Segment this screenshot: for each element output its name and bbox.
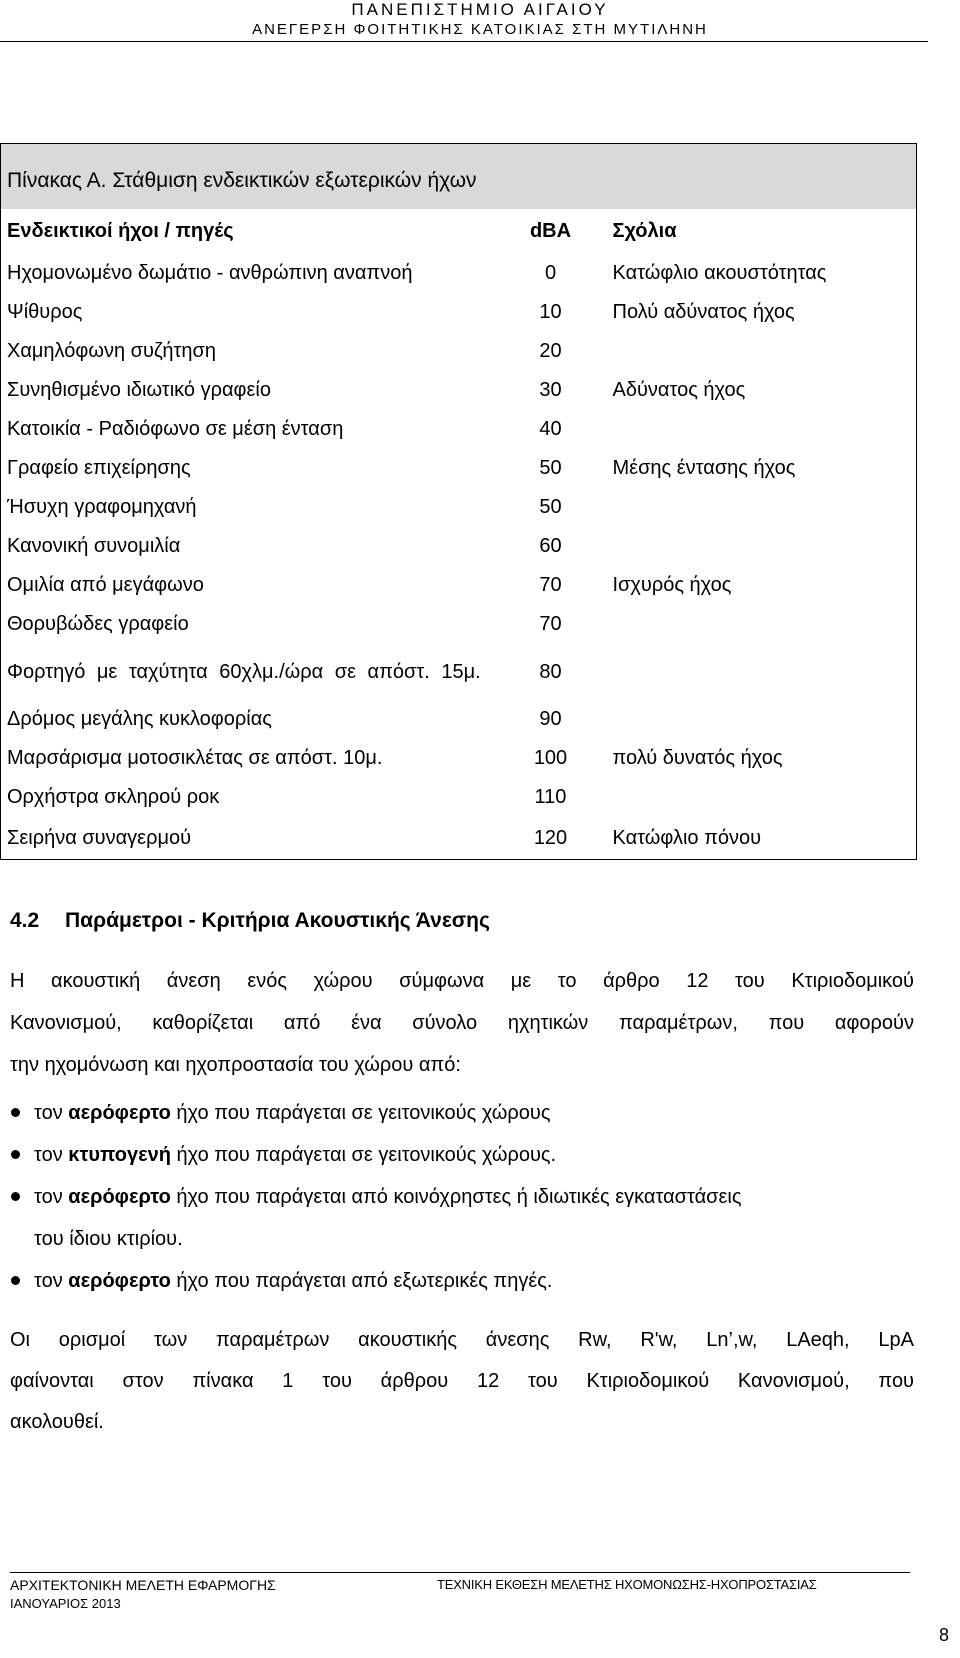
comment-cell xyxy=(591,644,917,700)
paragraph-line: φαίνονται στον πίνακα 1 του άρθρου 12 του Κτιριοδομικού Κανονισμού, που xyxy=(10,1370,914,1392)
dba-cell: 50 xyxy=(539,496,562,518)
dba-cell: 70 xyxy=(539,574,562,596)
section-heading xyxy=(10,909,490,933)
source-cell: Γραφείο επιχείρησης xyxy=(1,449,511,488)
footer-report-name: ΤΕΧΝΙΚΗ ΕΚΘΕΣΗ ΜΕΛΕΤΗΣ ΗΧΟΜΟΝΩΣΗΣ-ΗΧΟΠΡΟΣΤΑΣΙΑΣ xyxy=(437,1577,817,1592)
sound-sources-list xyxy=(0,1092,914,1302)
dba-cell: 30 xyxy=(539,379,562,401)
list-item xyxy=(0,1134,914,1176)
table-row xyxy=(1,605,917,644)
table-row xyxy=(1,488,917,527)
comment-cell xyxy=(591,527,917,566)
dba-cell: 40 xyxy=(539,418,562,440)
dba-cell: 50 xyxy=(539,457,562,479)
bullet-text: ήχο που παράγεται από εξωτερικές πηγές. xyxy=(170,1270,553,1292)
table-row xyxy=(1,410,917,449)
paragraph-line: Κανονισμού, καθορίζεται από ένα σύνολο ηχητικών παραμέτρων, που αφορούν xyxy=(10,1012,914,1034)
table-row xyxy=(1,566,917,605)
bullet-text: ήχο που παράγεται από κοινόχρηστες ή ιδιωτικές εγκαταστάσεις xyxy=(170,1186,742,1208)
comment-cell xyxy=(591,700,917,739)
header-dba: dBA xyxy=(529,220,572,242)
bullet-text: τον xyxy=(34,1186,69,1208)
source-cell: Χαμηλόφωνη συζήτηση xyxy=(1,332,511,371)
noise-levels-table xyxy=(0,143,917,860)
bullet-bold: κτυπογενή xyxy=(68,1144,171,1166)
dba-cell: 0 xyxy=(544,262,557,284)
comment-cell: Αδύνατος ήχος xyxy=(591,371,917,410)
header-source: Ενδεικτικοί ήχοι / πηγές xyxy=(1,209,511,254)
source-cell: Συνηθισμένο ιδιωτικό γραφείο xyxy=(1,371,511,410)
table-row xyxy=(1,700,917,739)
source-cell: Κανονική συνομιλία xyxy=(1,527,511,566)
comment-cell xyxy=(591,410,917,449)
table-row xyxy=(1,332,917,371)
source-cell: Σειρήνα συναγερμού xyxy=(1,817,511,860)
footer-study-name: ΑΡΧΙΤΕΚΤΟΝΙΚΗ ΜΕΛΕΤΗ ΕΦΑΡΜΟΓΗΣ xyxy=(10,1577,276,1593)
dba-cell: 120 xyxy=(511,817,591,860)
table-row xyxy=(1,254,917,293)
table-header-row xyxy=(1,209,917,254)
table-title: Πίνακας Α. Στάθμιση ενδεικτικών εξωτερικών ήχων xyxy=(1,144,917,210)
paragraph-line: ακολουθεί. xyxy=(10,1411,104,1433)
bullet-text: ήχο που παράγεται σε γειτονικούς χώρους. xyxy=(170,1144,557,1166)
table-row xyxy=(1,778,917,817)
dba-cell: 80 xyxy=(539,660,562,683)
dba-cell: 20 xyxy=(539,340,562,362)
comment-cell xyxy=(591,605,917,644)
comment-cell xyxy=(591,332,917,371)
university-title: ΠΑΝΕΠΙΣΤΗΜΙΟ ΑΙΓΑΙΟΥ xyxy=(351,0,609,19)
source-cell: Φορτηγό με ταχύτητα 60χλμ./ώρα σε απόστ. 15μ. xyxy=(1,644,511,700)
source-cell: Ήσυχη γραφομηχανή xyxy=(1,488,511,527)
source-cell: Θορυβώδες γραφείο xyxy=(1,605,511,644)
section-number: 4.2 xyxy=(10,909,40,932)
intro-paragraph xyxy=(10,960,914,1086)
definitions-paragraph xyxy=(10,1320,914,1443)
bullet-bold: αερόφερτο xyxy=(68,1102,171,1124)
page-header xyxy=(0,0,960,40)
section-title: Παράμετροι - Κριτήρια Ακουστικής Άνεσης xyxy=(65,909,490,932)
bullet-dot-icon xyxy=(11,1108,20,1117)
source-cell: Κατοικία - Ραδιόφωνο σε μέση ένταση xyxy=(1,410,511,449)
list-item xyxy=(0,1092,914,1134)
comment-cell: Ισχυρός ήχος xyxy=(591,566,917,605)
source-cell: Ψίθυρος xyxy=(1,293,511,332)
source-cell: Ορχήστρα σκληρού ροκ xyxy=(1,778,511,817)
footer-divider xyxy=(10,1572,910,1573)
bullet-text: του ίδιου κτιρίου. xyxy=(34,1228,183,1250)
project-subtitle: ΑΝΕΓΕΡΣΗ ΦΟΙΤΗΤΙΚΗΣ ΚΑΤΟΙΚΙΑΣ ΣΤΗ ΜΥΤΙΛΗΝΗ xyxy=(252,21,708,38)
dba-cell: 90 xyxy=(539,708,562,730)
source-cell: Ομιλία από μεγάφωνο xyxy=(1,566,511,605)
bullet-dot-icon xyxy=(11,1276,20,1285)
comment-cell xyxy=(591,488,917,527)
dba-cell: 10 xyxy=(539,301,562,323)
comment-cell: Πολύ αδύνατος ήχος xyxy=(591,293,917,332)
source-cell: Ηχομονωμένο δωμάτιο - ανθρώπινη αναπνοή xyxy=(1,254,511,293)
table-row xyxy=(1,644,917,700)
list-item xyxy=(0,1260,914,1302)
table-title-row xyxy=(1,144,917,210)
bullet-dot-icon xyxy=(11,1150,20,1159)
bullet-dot-icon xyxy=(11,1192,20,1201)
table-row xyxy=(1,817,917,860)
header-comment: Σχόλια xyxy=(591,209,917,254)
dba-cell: 100 xyxy=(533,747,568,769)
source-cell: Μαρσάρισμα μοτοσικλέτας σε απόστ. 10μ. xyxy=(1,739,511,778)
bullet-text: τον xyxy=(34,1270,69,1292)
table-row xyxy=(1,293,917,332)
bullet-text: τον xyxy=(34,1144,69,1166)
table-row xyxy=(1,371,917,410)
table-row xyxy=(1,527,917,566)
comment-cell xyxy=(591,778,917,817)
comment-cell: Κατώφλιο πόνου xyxy=(591,817,917,860)
dba-cell: 110 xyxy=(534,786,567,808)
paragraph-line: Η ακουστική άνεση ενός χώρου σύμφωνα με το άρθρο 12 του Κτιριοδομικού xyxy=(10,970,914,992)
comment-cell: Κατώφλιο ακουστότητας xyxy=(591,254,917,293)
bullet-bold: αερόφερτο xyxy=(68,1186,171,1208)
paragraph-line: την ηχομόνωση και ηχοπροστασία του χώρου από: xyxy=(10,1054,461,1076)
header-divider xyxy=(0,41,928,42)
page-number: 8 xyxy=(939,1625,950,1645)
table-row xyxy=(1,449,917,488)
table-row xyxy=(1,739,917,778)
source-cell: Δρόμος μεγάλης κυκλοφορίας xyxy=(1,700,511,739)
comment-cell: Μέσης έντασης ήχος xyxy=(591,449,917,488)
dba-cell: 70 xyxy=(539,613,562,635)
dba-cell: 60 xyxy=(539,535,562,557)
bullet-text: τον xyxy=(34,1102,69,1124)
paragraph-line: Οι ορισμοί των παραμέτρων ακουστικής άνεσης Rw, R'w, Ln’,w, LAeqh, LpA xyxy=(10,1329,914,1351)
bullet-bold: αερόφερτο xyxy=(68,1270,171,1292)
footer-date: ΙΑΝΟΥΑΡΙΟΣ 2013 xyxy=(10,1596,121,1611)
bullet-text: ήχο που παράγεται σε γειτονικούς χώρους xyxy=(170,1102,551,1124)
list-item xyxy=(0,1176,914,1260)
comment-cell: πολύ δυνατός ήχος xyxy=(591,739,917,778)
